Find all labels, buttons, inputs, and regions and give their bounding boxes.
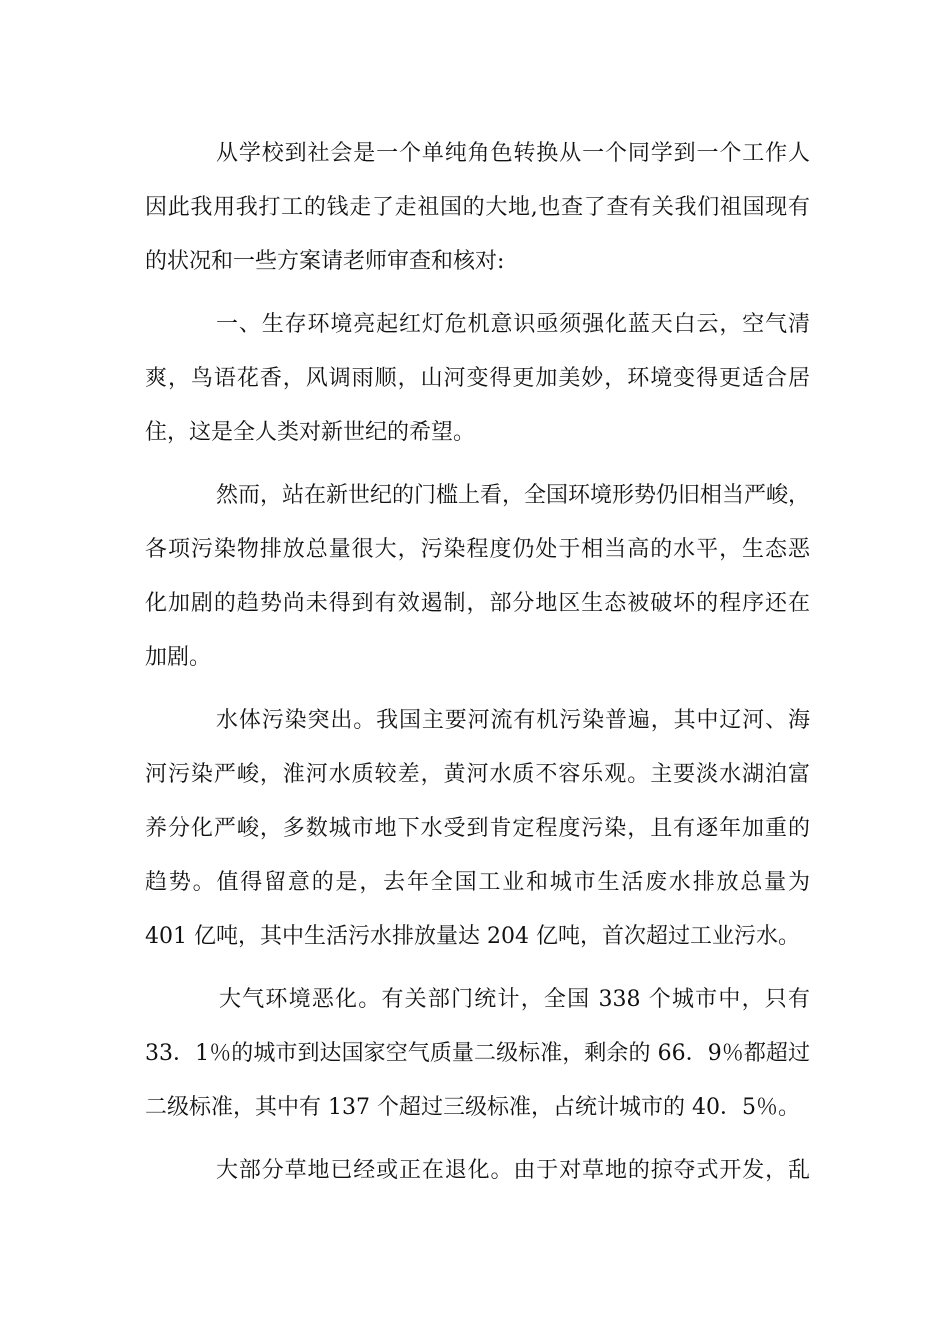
text-line: 大部分草地已经或正在退化。由于对草地的掠夺式开发，乱 — [216, 1158, 810, 1183]
text-line: 然而，站在新世纪的门槛上看，全国环境形势仍旧相当严峻， — [216, 483, 810, 508]
text-line: 一、生存环境亮起红灯危机意识亟须强化蓝天白云，空气清 — [216, 312, 810, 337]
text-line: 大气环境恶化。有关部门统计，全国 338 个城市中，只有 — [219, 987, 810, 1012]
text-line: 水体污染突出。我国主要河流有机污染普遍，其中辽河、海 — [216, 708, 810, 733]
text-line: 趋势。值得留意的是，去年全国工业和城市生活废水排放总量为 — [145, 870, 810, 895]
text-line: 住，这是全人类对新世纪的希望。 — [145, 420, 476, 445]
text-line: 养分化严峻，多数城市地下水受到肯定程度污染，且有逐年加重的 — [145, 816, 810, 841]
text-line: 河污染严峻，淮河水质较差，黄河水质不容乐观。主要淡水湖泊富 — [145, 762, 810, 787]
text-line: 爽，鸟语花香，风调雨顺，山河变得更加美妙，环境变得更适合居 — [145, 366, 810, 391]
text-line: 33．1％的城市到达国家空气质量二级标准，剩余的 66．9％都超过 — [145, 1041, 810, 1066]
text-line: 加剧。 — [145, 645, 212, 670]
text-line: 各项污染物排放总量很大，污染程度仍处于相当高的水平，生态恶 — [145, 537, 810, 562]
text-line: 401 亿吨，其中生活污水排放量达 204 亿吨，首次超过工业污水。 — [145, 924, 800, 949]
text-line: 二级标准，其中有 137 个超过三级标准，占统计城市的 40．5％。 — [145, 1095, 800, 1120]
text-line: 化加剧的趋势尚未得到有效遏制，部分地区生态被破坏的程序还在 — [145, 591, 810, 616]
text-line: 从学校到社会是一个单纯角色转换从一个同学到一个工作人 — [216, 141, 810, 166]
text-line: 因此我用我打工的钱走了走祖国的大地,也查了查有关我们祖国现有 — [145, 195, 810, 220]
text-line: 的状况和一些方案请老师审查和核对: — [145, 249, 505, 274]
